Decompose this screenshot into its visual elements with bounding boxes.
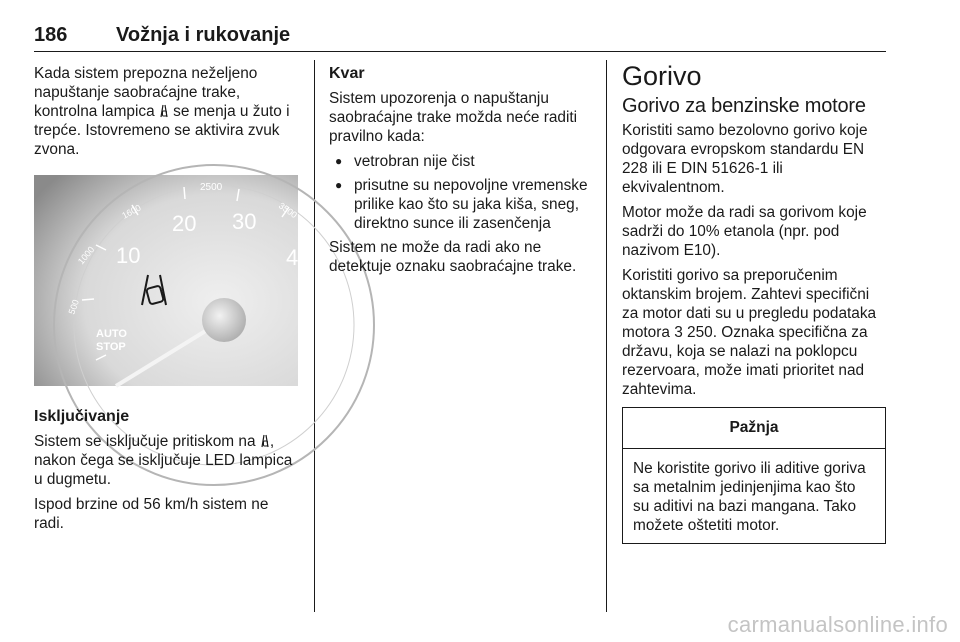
body-paragraph: Koristiti gorivo sa preporučenim oktanskim brojem. Zahtevi specifični za motor dati su u pregledu podataka motora 3 250. Oznaka specifična za državu, koja se nalazi na poklopcu rezervoara, može imati prioritet nad zahtevima.	[622, 267, 877, 398]
section-heading: Isključivanje	[34, 408, 130, 425]
speed-label: 40	[286, 245, 311, 270]
column-divider	[606, 60, 607, 612]
page-reference-icon[interactable]: 3	[674, 324, 683, 341]
lane-departure-icon	[159, 104, 169, 118]
section-title: Gorivo	[622, 61, 702, 91]
body-paragraph: Sistem upozorenja o napuštanju saobraćajne trake možda neće raditi pravilno kada:	[329, 90, 578, 145]
rpm-label: 3500	[276, 200, 299, 221]
watermark: carmanualsonline.info	[727, 612, 948, 637]
list-item: ● prisutne su nepovoljne vremenske prilike kao što su jaka kiša, sneg, direktno sunce ili zasenčenja	[329, 176, 597, 233]
column-divider	[314, 60, 315, 612]
section-subtitle: Gorivo za benzinske motore	[622, 95, 866, 117]
speed-label: 30	[232, 209, 257, 234]
body-paragraph: Koristiti samo bezolovno gorivo koje odgovara evropskom standardu EN 228 ili E DIN 51626-1 ili ekvivalentnom.	[622, 122, 868, 196]
instrument-cluster-image	[34, 175, 311, 386]
body-paragraph: Sistem se isključuje pritiskom na , nakon čega se isključuje LED lampica u dugmetu.	[34, 433, 293, 488]
column-3	[622, 61, 888, 544]
rpm-label: 2500	[200, 182, 223, 193]
page-number: 186	[34, 24, 68, 46]
intro-paragraph: Kada sistem prepozna neželjeno napuštanje saobraćajne trake, kontrolna lampica se menja u žuto i trepće. Istovremeno se aktivira zvuk zvona.	[34, 65, 290, 158]
speed-label: 10	[116, 243, 141, 268]
chapter-title: Vožnja i rukovanje	[116, 24, 291, 46]
rpm-label: 1000	[75, 244, 97, 267]
rpm-label: 1600	[120, 202, 143, 221]
page-header	[34, 22, 886, 52]
section-heading: Kvar	[329, 65, 365, 82]
speed-label: 20	[172, 211, 197, 236]
auto-stop-label: STOP	[96, 341, 126, 353]
body-paragraph: Ispod brzine od 56 km/h sistem ne radi.	[34, 496, 269, 532]
column-2	[329, 64, 597, 282]
list-item: ● vetrobran nije čist	[329, 152, 597, 171]
caution-box	[622, 407, 886, 544]
gauge-hub	[202, 298, 246, 342]
body-paragraph: Sistem ne može da radi ako ne detektuje oznaku saobraćajne trake.	[329, 239, 577, 275]
caution-title: Pažnja	[623, 408, 885, 449]
bullet-list	[329, 152, 597, 233]
rpm-label: 500	[66, 298, 82, 316]
column-1	[34, 64, 311, 539]
lane-departure-icon	[260, 434, 270, 448]
auto-stop-label: AUTO	[96, 328, 127, 340]
caution-text: Ne koristite gorivo ili aditive goriva sa metalnim jedinjenjima kao što su aditivi na bazi mangana. Tako možete oštetiti motor.	[633, 460, 866, 534]
body-paragraph: Motor može da radi sa gorivom koje sadrži do 10% etanola (npr. pod nazivom E10).	[622, 204, 867, 259]
